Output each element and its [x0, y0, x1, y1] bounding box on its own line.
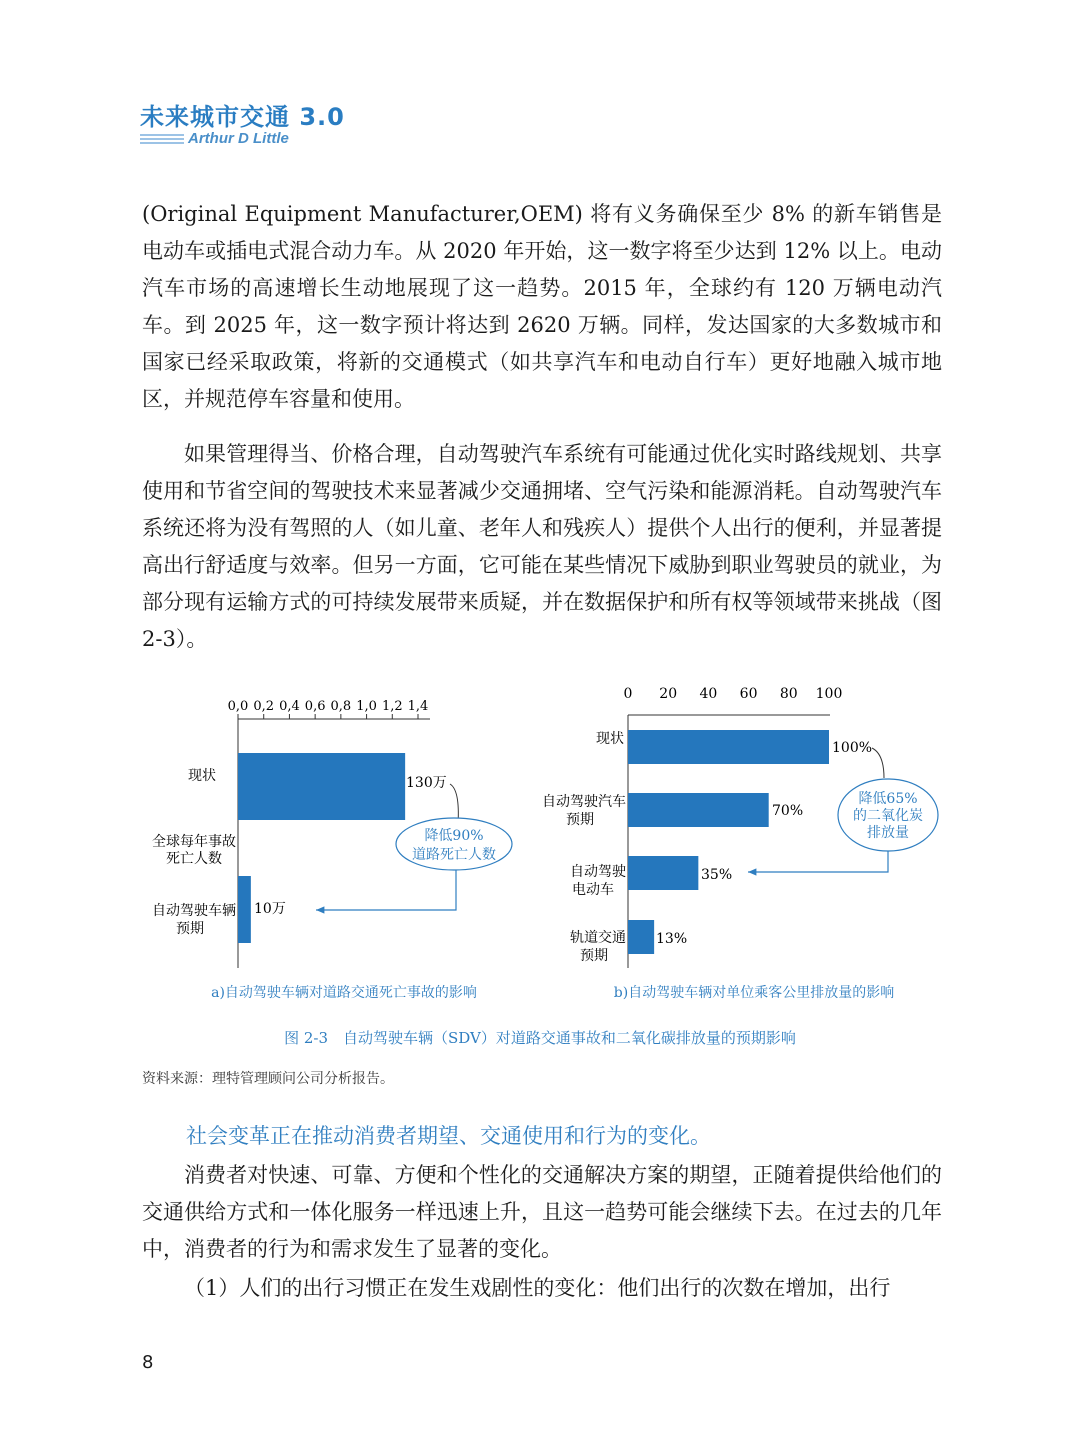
chart-a-group-label-1: 全球每年事故 [152, 834, 236, 850]
figure-source: 资料来源：理特管理顾问公司分析报告。 [142, 1071, 394, 1087]
chart-a-tick-label: 0,2 [253, 699, 275, 714]
chart-a-bar [238, 876, 251, 943]
chart-a-group-label-2: 死亡人数 [166, 851, 222, 867]
chart-b [542, 686, 938, 1001]
chart-a-tick-label: 0,0 [227, 699, 249, 714]
chart-a [152, 699, 512, 1001]
chart-a-value-label-1: 10万 [254, 901, 286, 917]
chart-a-annotation-arrow [316, 870, 456, 910]
paragraph-3 [142, 1157, 942, 1268]
chart-a-tick-label: 1,4 [407, 699, 429, 714]
chart-a-bar [238, 753, 405, 820]
chart-b-title: b)自动驾驶车辆对单位乘客公里排放量的影响 [613, 985, 895, 1001]
chart-a-title: a)自动驾驶车辆对道路交通死亡事故的影响 [211, 985, 477, 1001]
chart-b-bar [628, 730, 829, 764]
chart-a-annotation-line1: 降低90% [424, 828, 484, 844]
chart-b-category-1-line1: 自动驾驶汽车 [542, 794, 626, 810]
chart-b-category-3-line1: 轨道交通 [570, 930, 626, 946]
chart-b-tick-label: 100 [815, 686, 843, 702]
paragraph-4 [142, 1270, 942, 1307]
chart-b-tick-label: 80 [779, 686, 798, 702]
chart-b-value-label-3: 13% [656, 931, 688, 947]
chart-b-category-3-line2: 预期 [580, 948, 608, 964]
paragraph-1-text: (Original Equipment Manufacturer,OEM) 将有义务确保至少 8% 的新车销售是电动车或插电式混合动力车。从 2020 年开始，这一数字将至少达到 12% 以上。电动汽车市场的高速增长生动地展现了这一趋势。2015 年，全球约有 120 万辆电动汽车。到 2025 年，这一数字预计将达到 2620 万辆。同样，发达国家的大多数城市和国家已经采取政策，将新的交通模式（如共享汽车和电动自行车）更好地融入城市地区，并规范停车容量和使用。 [142, 202, 942, 411]
chart-a-category-1-line1: 自动驾驶车辆 [152, 903, 236, 919]
figure-caption: 图 2-3 自动驾驶车辆（SDV）对道路交通事故和二氧化碳排放量的预期影响 [284, 1029, 796, 1047]
paragraph-4-text: （1）人们的出行习惯正在发生戏剧性的变化：他们出行的次数在增加，出行 [184, 1276, 891, 1300]
chart-b-tick-label: 0 [623, 686, 633, 702]
book-title: 未来城市交通 3.0 [140, 103, 345, 131]
chart-b-tick-label: 40 [699, 686, 718, 702]
chart-b-category-0: 现状 [596, 731, 624, 747]
chart-a-value-label-0: 130万 [406, 775, 447, 791]
chart-b-bar [628, 920, 654, 954]
chart-b-value-label-1: 70% [772, 803, 804, 819]
chart-a-category-0: 现状 [188, 768, 216, 784]
chart-b-category-1-line2: 预期 [566, 812, 594, 828]
chart-b-tick-label: 60 [739, 686, 758, 702]
section-heading: 社会变革正在推动消费者期望、交通使用和行为的变化。 [186, 1124, 711, 1148]
chart-b-annotation-line3: 排放量 [867, 825, 909, 841]
chart-a-tick-label: 1,2 [381, 699, 403, 714]
chart-b-category-2-line2: 电动车 [572, 882, 614, 898]
page-number: 8 [142, 1352, 154, 1373]
chart-a-tick-label: 0,6 [304, 699, 326, 714]
chart-a-annotation-line2: 道路死亡人数 [412, 847, 496, 863]
chart-b-tick-label: 20 [659, 686, 678, 702]
chart-b-annotation-line1: 降低65% [858, 791, 918, 807]
publisher-logo-text: Arthur D Little [188, 130, 289, 147]
chart-a-tick-label: 0,8 [330, 699, 352, 714]
chart-b-value-label-2: 35% [701, 867, 733, 883]
chart-b-annotation-arrow [748, 851, 888, 872]
chart-b-leader-line [872, 748, 884, 778]
chart-b-annotation-line2: 的二氧化炭 [853, 808, 923, 824]
chart-b-category-2-line1: 自动驾驶 [570, 864, 626, 880]
paragraph-3-text: 消费者对快速、可靠、方便和个性化的交通解决方案的期望，正随着提供给他们的交通供给方式和一体化服务一样迅速上升，且这一趋势可能会继续下去。在过去的几年中，消费者的行为和需求发生了显著的变化。 [142, 1163, 942, 1261]
chart-a-tick-label: 1,0 [356, 699, 377, 714]
paragraph-2-text: 如果管理得当、价格合理，自动驾驶汽车系统有可能通过优化实时路线规划、共享使用和节省空间的驾驶技术来显著减少交通拥堵、空气污染和能源消耗。自动驾驶汽车系统还将为没有驾照的人（如儿童、老年人和残疾人）提供个人出行的便利，并显著提高出行舒适度与效率。但另一方面，它可能在某些情况下威胁到职业驾驶员的就业，为部分现有运输方式的可持续发展带来质疑，并在数据保护和所有权等领域带来挑战（图 2-3）。 [142, 442, 942, 651]
chart-a-tick-label: 0,4 [279, 699, 300, 714]
chart-b-bar [628, 856, 698, 890]
chart-b-bar [628, 793, 769, 827]
chart-b-value-label-0: 100% [832, 740, 873, 756]
chart-a-category-1-line2: 预期 [176, 921, 204, 937]
